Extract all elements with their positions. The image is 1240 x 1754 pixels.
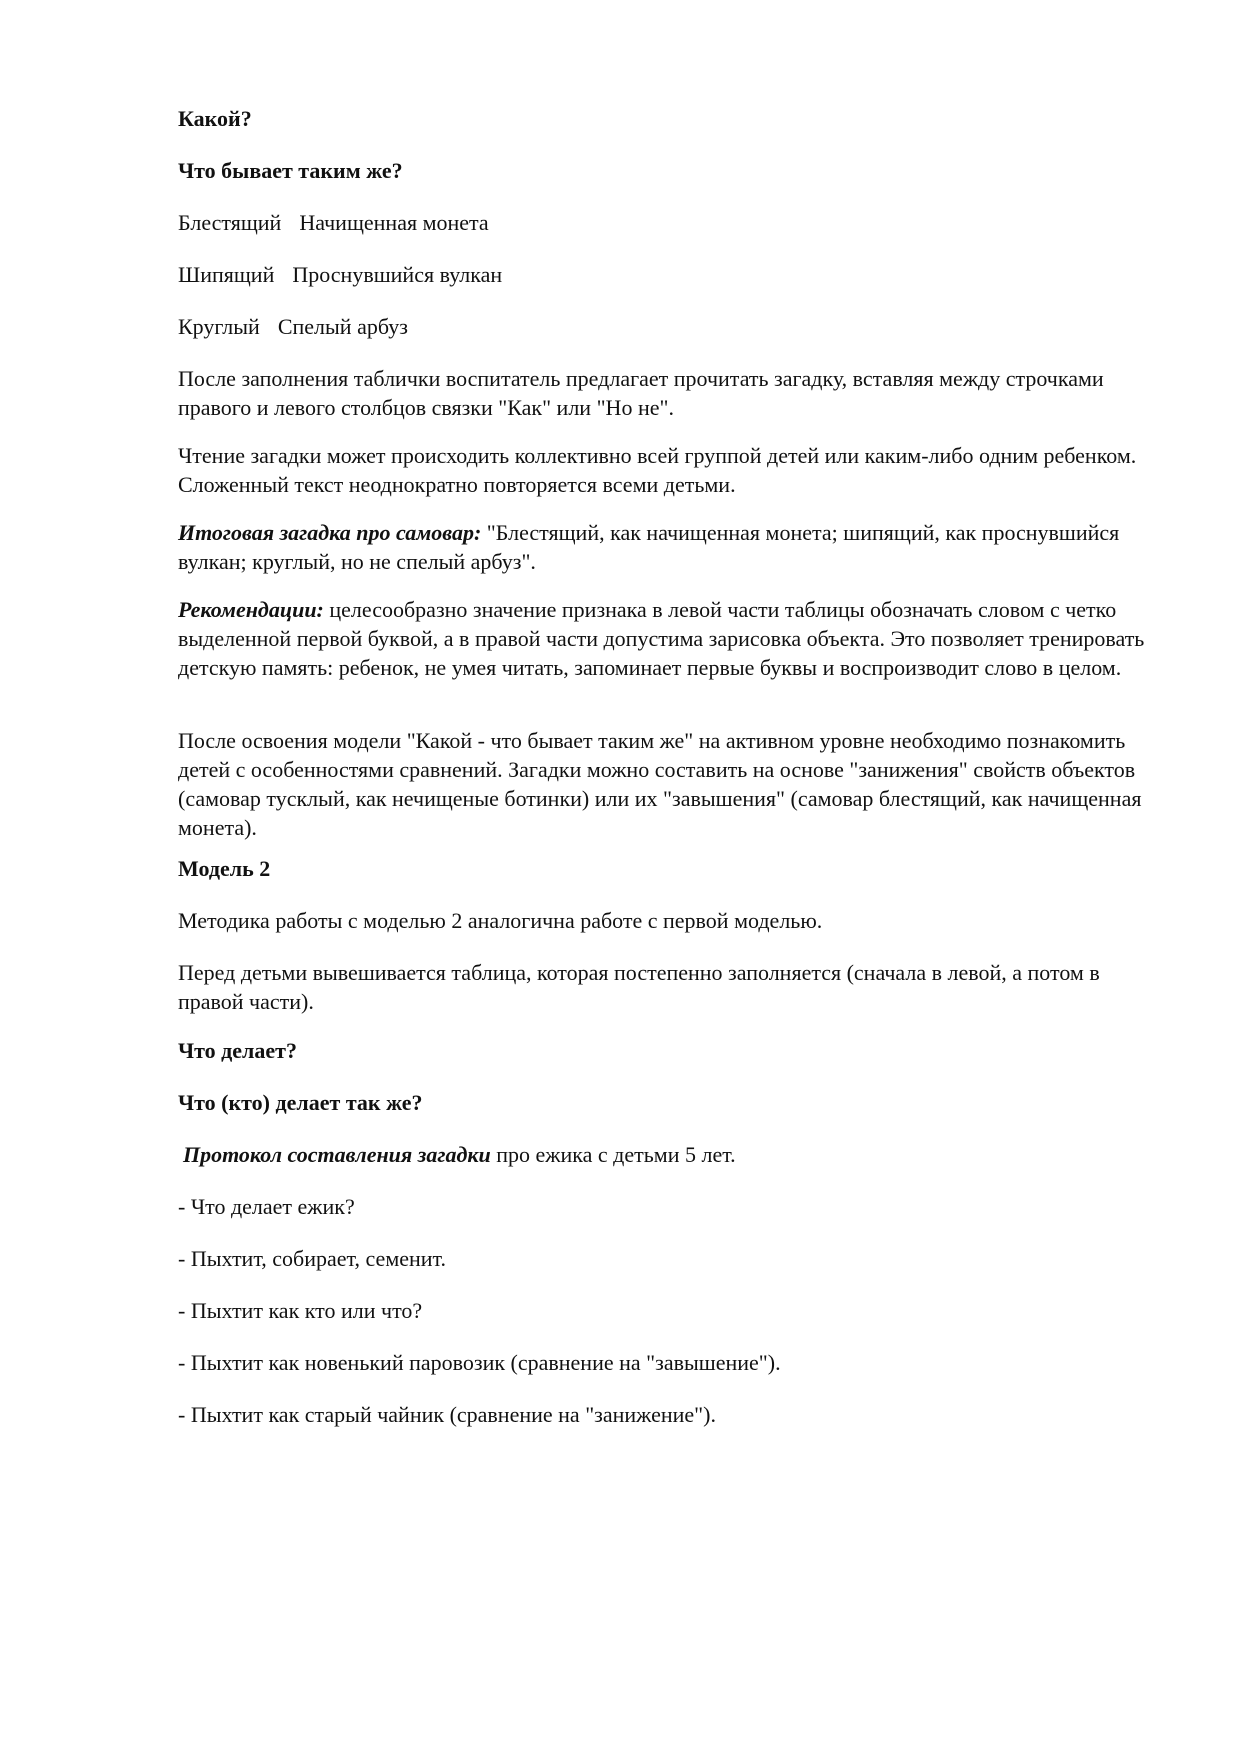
dialogue-line: - Что делает ежик? (178, 1194, 355, 1219)
row-left-cell: Блестящий (178, 210, 282, 235)
row-left-cell: Шипящий (178, 262, 275, 287)
heading-what-does: Что делает? (178, 1038, 297, 1063)
recommendations-text: целесообразно значение признака в левой части таблицы обозначать словом с четко выделенной первой буквой, а в правой части допустима зарисовка объекта. Это позволяет тренировать детскую память: ребенок, не умея читать, запоминает первые буквы и воспроизводит слово в целом. (178, 597, 1145, 680)
dialogue-line: - Пыхтит как старый чайник (сравнение на "занижение"). (178, 1402, 716, 1427)
table-row (178, 260, 502, 289)
recommendations-label: Рекомендации: (178, 597, 324, 622)
row-right-cell: Спелый арбуз (277, 314, 408, 339)
final-riddle-label: Итоговая загадка про самовар: (178, 520, 482, 545)
paragraph-method: Методика работы с моделью 2 аналогична работе с первой моделью. (178, 908, 823, 933)
heading-which: Какой? (178, 106, 252, 131)
dialogue-line: - Пыхтит как новенький паровозик (сравнение на "завышение"). (178, 1350, 781, 1375)
paragraph-reading: Чтение загадки может происходить коллективно всей группой детей или каким-либо одним ребенком. Сложенный текст неоднократно повторяется всеми детьми. (178, 443, 1137, 497)
final-riddle-text: "Блестящий, как начищенная монета; шипящий, как проснувшийся вулкан; круглый, но не спелый арбуз". (178, 520, 1120, 574)
row-left-cell: Круглый (178, 314, 260, 339)
protocol-text: про ежика с детьми 5 лет. (490, 1142, 736, 1167)
heading-who-does-same: Что (кто) делает так же? (178, 1090, 423, 1115)
dialogue-line: - Пыхтит, собирает, семенит. (178, 1246, 447, 1271)
paragraph-recommendations (178, 595, 1168, 682)
row-right-cell: Начищенная монета (299, 210, 489, 235)
protocol-label: Протокол составления загадки (183, 1142, 491, 1167)
heading-what-is-same: Что бывает таким же? (178, 158, 403, 183)
table-row (178, 312, 408, 341)
model2-title: Модель 2 (178, 856, 271, 881)
dialogue-line: - Пыхтит как кто или что? (178, 1298, 423, 1323)
row-right-cell: Проснувшийся вулкан (292, 262, 503, 287)
paragraph-mastering: После освоения модели "Какой - что бывает таким же" на активном уровне необходимо познакомить детей с особенностями сравнений. Загадки можно составить на основе "занижения" свойств объектов (самовар тусклый, как нечищеные ботинки) или их "завышения" (самовар блестящий, как начищенная монета). (178, 728, 1142, 840)
paragraph-after-table: После заполнения таблички воспитатель предлагает прочитать загадку, вставляя между строчками правого и левого столбцов связки "Как" или "Но не". (178, 366, 1104, 420)
paragraph-protocol (183, 1140, 736, 1169)
paragraph-table: Перед детьми вывешивается таблица, которая постепенно заполняется (сначала в левой, а потом в правой части). (178, 960, 1100, 1014)
table-row (178, 208, 489, 237)
paragraph-final-riddle (178, 518, 1168, 576)
